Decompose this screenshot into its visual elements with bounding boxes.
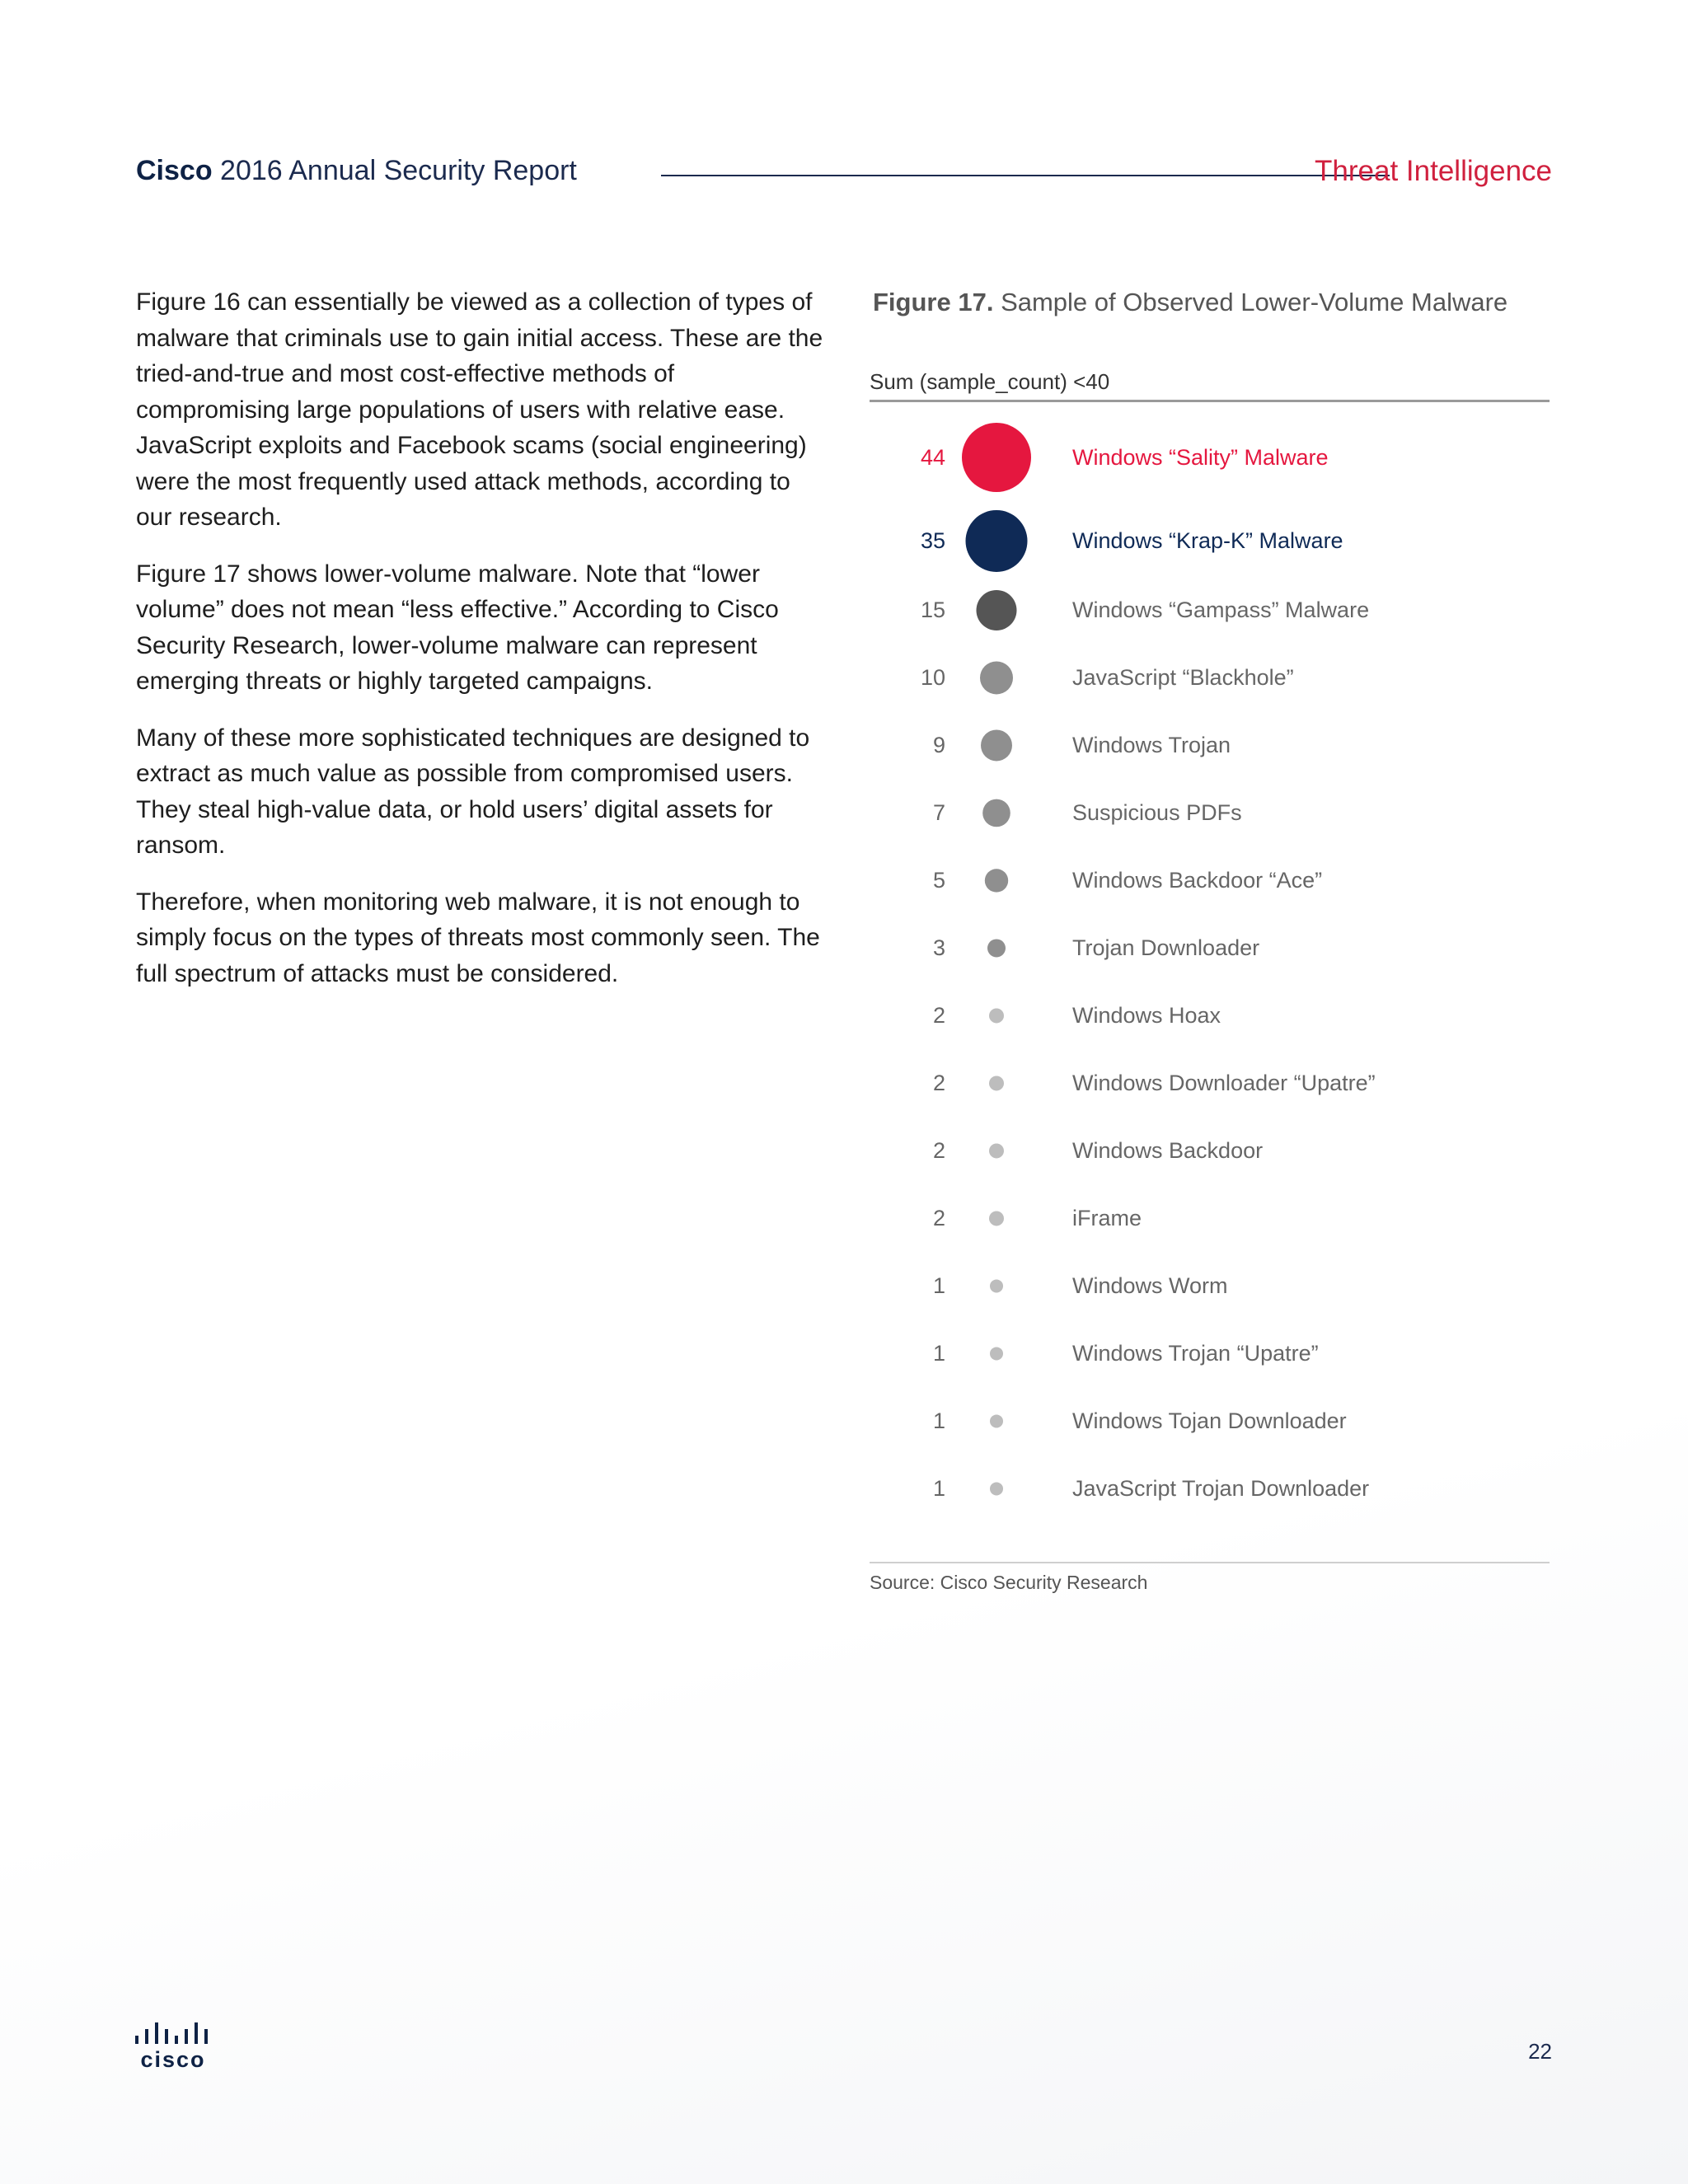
bubble-label-0: Windows “Sality” Malware	[1072, 445, 1329, 470]
figure-title	[873, 288, 1507, 317]
bubble-5	[982, 799, 1010, 827]
logo-wordmark: cisco	[140, 2047, 206, 2072]
bubble-label-14: Windows Tojan Downloader	[1072, 1408, 1347, 1434]
bubble-label-11: iFrame	[1072, 1206, 1142, 1231]
bubble-15	[990, 1482, 1003, 1495]
bubble-11	[989, 1211, 1004, 1226]
bubble-2	[977, 590, 1017, 630]
bubble-value-1: 35	[920, 528, 945, 554]
bubble-label-13: Windows Trojan “Upatre”	[1072, 1341, 1319, 1366]
body-paragraph: Many of these more sophisticated techniques are designed to extract as much value as possible from compromised users. They steal high-value data, or hold users’ digital assets for ransom.	[136, 724, 810, 859]
cisco-bars-icon	[132, 2021, 214, 2047]
bubble-label-2: Windows “Gampass” Malware	[1072, 598, 1370, 623]
bubble-label-15: JavaScript Trojan Downloader	[1072, 1476, 1370, 1502]
bubble-label-3: JavaScript “Blackhole”	[1072, 665, 1294, 691]
bubble-value-12: 1	[932, 1273, 945, 1299]
bubble-label-10: Windows Backdoor	[1072, 1138, 1264, 1164]
bubble-label-5: Suspicious PDFs	[1072, 800, 1242, 826]
bubble-label-9: Windows Downloader “Upatre”	[1072, 1071, 1376, 1096]
figure-top-rule	[870, 400, 1550, 402]
bubble-12	[990, 1279, 1003, 1292]
bubble-9	[989, 1076, 1004, 1090]
bubble-value-0: 44	[920, 445, 945, 470]
figure-source: Source: Cisco Security Research	[870, 1572, 1148, 1593]
bubble-3	[980, 661, 1013, 694]
body-paragraph: Figure 17 shows lower-volume malware. Note that “lower volume” does not mean “less effective.” According to Cisco Security Research, lower-volume malware can represent emerging threats or highly targeted campaigns.	[136, 560, 779, 695]
bubble-value-13: 1	[932, 1341, 945, 1366]
bubble-4	[981, 729, 1012, 761]
figure-bottom-rule	[870, 1562, 1550, 1563]
section-title: Threat Intelligence	[1315, 155, 1552, 187]
bubble-1	[966, 510, 1028, 572]
header-divider	[661, 175, 1390, 176]
body-text	[136, 284, 824, 1012]
page-number: 22	[1528, 2039, 1552, 2064]
bubble-label-7: Trojan Downloader	[1072, 935, 1260, 961]
bubble-value-5: 7	[932, 800, 945, 826]
body-paragraph: Therefore, when monitoring web malware, it is not enough to simply focus on the types of threats most commonly seen. The full spectrum of attacks must be considered.	[136, 888, 820, 987]
bubble-6	[985, 869, 1008, 892]
bubble-value-15: 1	[932, 1476, 945, 1502]
bubble-14	[990, 1414, 1003, 1427]
brand-name: Cisco	[136, 155, 213, 186]
report-title	[136, 155, 577, 187]
bubble-label-8: Windows Hoax	[1072, 1003, 1221, 1029]
bubble-value-2: 15	[920, 598, 945, 623]
bubble-label-6: Windows Backdoor “Ace”	[1072, 868, 1323, 893]
bubble-7	[987, 939, 1006, 957]
figure-subtitle: Sum (sample_count) <40	[870, 369, 1110, 394]
report-name: 2016 Annual Security Report	[220, 155, 577, 186]
bubble-value-6: 5	[932, 868, 945, 893]
page-header	[136, 155, 1552, 196]
figure-number: Figure 17.	[873, 288, 994, 316]
bubble-value-4: 9	[932, 733, 945, 758]
bubble-label-12: Windows Worm	[1072, 1273, 1228, 1299]
bubble-value-9: 2	[932, 1071, 945, 1096]
bubble-value-10: 2	[932, 1138, 945, 1164]
bubble-value-11: 2	[932, 1206, 945, 1231]
bubble-value-3: 10	[920, 665, 945, 691]
bubble-10	[989, 1143, 1004, 1158]
bubble-label-4: Windows Trojan	[1072, 733, 1231, 758]
body-paragraph: Figure 16 can essentially be viewed as a collection of types of malware that criminals use to gain initial access. These are the tried-and-true and most cost-effective methods of compromising large populations of users with relative ease. JavaScript exploits and Facebook scams (social engineering) were the most frequently used attack methods, according to our research.	[136, 288, 823, 531]
bubble-chart	[870, 408, 1550, 1825]
figure-caption: Sample of Observed Lower-Volume Malware	[1001, 288, 1508, 316]
cisco-logo	[132, 2021, 214, 2070]
bubble-label-1: Windows “Krap-K” Malware	[1072, 528, 1343, 554]
bubble-8	[989, 1008, 1004, 1023]
bubble-value-8: 2	[932, 1003, 945, 1029]
bubble-13	[990, 1347, 1003, 1360]
bubble-value-7: 3	[932, 935, 945, 961]
bubble-value-14: 1	[932, 1408, 945, 1434]
bubble-0	[962, 423, 1031, 492]
